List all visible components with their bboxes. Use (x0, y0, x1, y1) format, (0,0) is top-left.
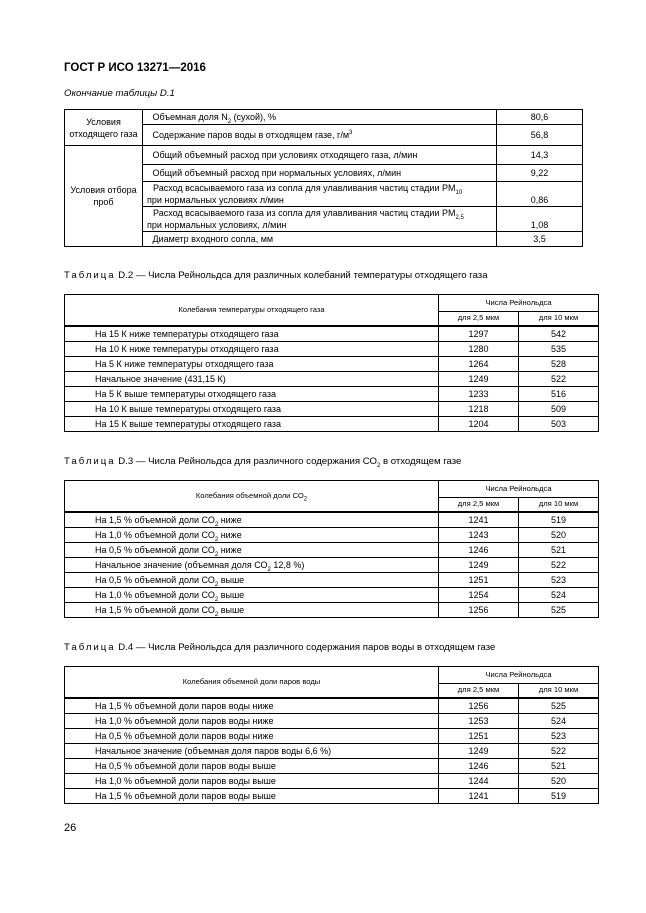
table-row (65, 573, 599, 588)
value-10: 519 (519, 512, 599, 528)
value-10: 524 (519, 714, 599, 729)
column-header: Колебания объемной доли паров воды (65, 667, 439, 699)
value-2-5: 1246 (439, 759, 519, 774)
value-10: 520 (519, 528, 599, 543)
value-2-5: 1264 (439, 357, 519, 372)
table-d4-caption: Таблица D.4 — Числа Рейнольдса для различного содержания паров воды в отходящем газе (64, 642, 496, 653)
table-row (65, 774, 599, 789)
column-header: Колебания объемной доли $СО_2$ (65, 481, 439, 513)
table-row (65, 182, 583, 207)
subheader-2-5: для 2,5 мкм (439, 311, 519, 326)
value-2-5: 1254 (439, 588, 519, 603)
row-label: На 5 К ниже температуры отходящего газа (65, 357, 439, 372)
table-row (65, 402, 599, 417)
value-10: 525 (519, 603, 599, 618)
table-row (65, 512, 599, 528)
value-cell: 1,08 (497, 207, 583, 232)
value-10: 523 (519, 573, 599, 588)
value-2-5: 1204 (439, 417, 519, 432)
page-number: 26 (64, 822, 77, 834)
row-label: На 10 К ниже температуры отходящего газа (65, 342, 439, 357)
value-cell: 80,6 (497, 110, 583, 125)
table-row (65, 789, 599, 804)
group-label-exhaust: Условия отходящего газа (65, 110, 143, 146)
document-header: ГОСТ Р ИСО 13271—2016 (64, 62, 206, 74)
table-row (65, 558, 599, 573)
param-cell: Содержание паров воды в отходящем газе, $г/м^3$ (149, 125, 497, 146)
param-cell: Объемная доля $N_2$ (сухой), % (149, 110, 497, 125)
subheader-10: для 10 мкм (519, 683, 599, 698)
param-cell: Общий объемный расход при условиях отходящего газа, л/мин (149, 146, 497, 165)
row-label: На 5 К выше температуры отходящего газа (65, 387, 439, 402)
subheader-10: для 10 мкм (519, 497, 599, 512)
table-d3 (64, 480, 599, 618)
value-2-5: 1246 (439, 543, 519, 558)
value-2-5: 1251 (439, 729, 519, 744)
value-2-5: 1251 (439, 573, 519, 588)
row-label: На 1,0 % объемной доли $СО_2$ ниже (65, 528, 439, 543)
row-label: На 0,5 % объемной доли $СО_2$ ниже (65, 543, 439, 558)
table-d1 (64, 109, 583, 247)
value-cell: 56,8 (497, 125, 583, 146)
value-10: 528 (519, 357, 599, 372)
group-header: Числа Рейнольдса (439, 481, 599, 498)
row-label: На 1,0 % объемной доли $СО_2$ выше (65, 588, 439, 603)
row-label: На 15 К ниже температуры отходящего газа (65, 326, 439, 342)
group-header: Числа Рейнольдса (439, 667, 599, 684)
value-2-5: 1297 (439, 326, 519, 342)
value-10: 516 (519, 387, 599, 402)
value-10: 542 (519, 326, 599, 342)
value-2-5: 1244 (439, 774, 519, 789)
group-label-sampling: Условия отбора проб (65, 146, 143, 247)
value-2-5: 1256 (439, 603, 519, 618)
value-2-5: 1256 (439, 698, 519, 714)
param-cell: Расход всасываемого газа из сопла для улавливания частиц стадии $PM_{2,5}$ при нормальных условиях, л/мин (143, 207, 497, 232)
value-cell: 14,3 (497, 146, 583, 165)
table-row (65, 387, 599, 402)
value-10: 535 (519, 342, 599, 357)
row-label: Начальное значение (объемная доля $СО_2$ 12,8 %) (65, 558, 439, 573)
table-row (65, 165, 583, 182)
value-10: 521 (519, 759, 599, 774)
row-label: На 1,0 % объемной доли паров воды выше (65, 774, 439, 789)
row-label: На 10 К выше температуры отходящего газа (65, 402, 439, 417)
table-d4 (64, 666, 599, 804)
table-row (65, 342, 599, 357)
table-row (65, 759, 599, 774)
table-d2-caption: Таблица D.2 — Числа Рейнольдса для различных колебаний температуры отходящего газа (64, 270, 488, 281)
row-label: Начальное значение (объемная доля паров воды 6,6 %) (65, 744, 439, 759)
table-row (65, 744, 599, 759)
subheader-10: для 10 мкм (519, 311, 599, 326)
row-label: На 1,5 % объемной доли паров воды ниже (65, 698, 439, 714)
value-2-5: 1280 (439, 342, 519, 357)
table-row (65, 417, 599, 432)
value-2-5: 1249 (439, 744, 519, 759)
value-2-5: 1249 (439, 558, 519, 573)
value-cell: 3,5 (497, 232, 583, 247)
row-label: На 0,5 % объемной доли $СО_2$ выше (65, 573, 439, 588)
row-label: На 15 К выше температуры отходящего газа (65, 417, 439, 432)
table-row (65, 326, 599, 342)
value-10: 509 (519, 402, 599, 417)
subheader-2-5: для 2,5 мкм (439, 497, 519, 512)
table-row (65, 603, 599, 618)
row-label: На 1,5 % объемной доли паров воды выше (65, 789, 439, 804)
table-row (65, 543, 599, 558)
table-row (65, 357, 599, 372)
value-2-5: 1241 (439, 512, 519, 528)
table-d2 (64, 294, 599, 432)
param-cell: Общий объемный расход при нормальных условиях, л/мин (149, 165, 497, 182)
table-d1-continuation-label: Окончание таблицы D.1 (64, 88, 175, 99)
value-10: 522 (519, 372, 599, 387)
value-10: 525 (519, 698, 599, 714)
table-d3-caption: Таблица D.3 — Числа Рейнольдса для различного содержания $СО_2$ в отходящем газе (64, 456, 462, 469)
value-2-5: 1243 (439, 528, 519, 543)
value-2-5: 1253 (439, 714, 519, 729)
row-label: На 1,5 % объемной доли $СО_2$ ниже (65, 512, 439, 528)
value-2-5: 1249 (439, 372, 519, 387)
column-header: Колебания температуры отходящего газа (65, 295, 439, 327)
value-cell: 9,22 (497, 165, 583, 182)
subheader-2-5: для 2,5 мкм (439, 683, 519, 698)
row-label: На 0,5 % объемной доли паров воды ниже (65, 729, 439, 744)
value-2-5: 1218 (439, 402, 519, 417)
param-cell: Диаметр входного сопла, мм (149, 232, 497, 247)
value-10: 503 (519, 417, 599, 432)
table-row (65, 232, 583, 247)
table-row (65, 698, 599, 714)
table-row (65, 588, 599, 603)
table-row (65, 372, 599, 387)
param-cell: Расход всасываемого газа из сопла для улавливания частиц стадии $PM_{10}$ при нормальных условиях л/мин (143, 182, 497, 207)
row-label: На 0,5 % объемной доли паров воды выше (65, 759, 439, 774)
row-label: На 1,5 % объемной доли $СО_2$ выше (65, 603, 439, 618)
value-2-5: 1241 (439, 789, 519, 804)
table-row (65, 146, 583, 165)
table-row (65, 207, 583, 232)
row-label: На 1,0 % объемной доли паров воды ниже (65, 714, 439, 729)
table-row (65, 528, 599, 543)
value-10: 523 (519, 729, 599, 744)
table-row (65, 714, 599, 729)
value-10: 521 (519, 543, 599, 558)
value-10: 519 (519, 789, 599, 804)
value-cell: 0,86 (497, 182, 583, 207)
group-header: Числа Рейнольдса (439, 295, 599, 312)
value-10: 522 (519, 558, 599, 573)
value-2-5: 1233 (439, 387, 519, 402)
value-10: 522 (519, 744, 599, 759)
row-label: Начальное значение (431,15 К) (65, 372, 439, 387)
value-10: 520 (519, 774, 599, 789)
table-row (65, 110, 583, 125)
table-row (65, 125, 583, 146)
table-row (65, 729, 599, 744)
value-10: 524 (519, 588, 599, 603)
